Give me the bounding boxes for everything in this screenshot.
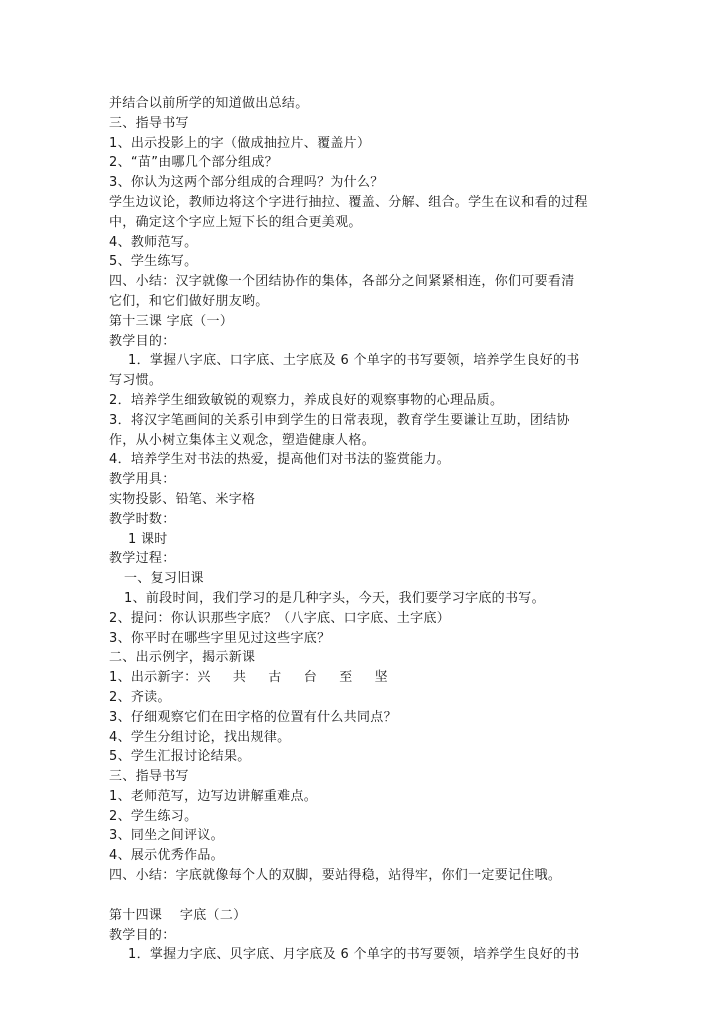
section-heading: 教学过程： bbox=[109, 551, 176, 567]
text-line: 学生边议论，教师边将这个字进行抽拉、覆盖、分解、组合。学生在议和看的过程 bbox=[109, 194, 588, 210]
text-line: 4、教师范写。 bbox=[109, 234, 198, 250]
text-line: 4、学生分组讨论，找出规律。 bbox=[109, 729, 291, 745]
text-line: 写习惯。 bbox=[109, 373, 163, 389]
text-line: 3、你平时在哪些字里见过这些字底？ bbox=[109, 630, 331, 646]
section-heading: 三、指导书写 bbox=[109, 115, 189, 131]
lesson-title: 第十三课 字底（一） bbox=[109, 313, 234, 329]
text-line: 1、老师范写，边写边讲解重难点。 bbox=[109, 788, 318, 804]
text-line: 2、齐读。 bbox=[109, 689, 171, 705]
text-line: 3．将汉字笔画间的关系引申到学生的日常表现，教育学生要谦让互助，团结协 bbox=[109, 412, 570, 428]
section-heading: 教学时数： bbox=[109, 511, 176, 527]
text-line: 1．掌握力字底、贝字底、月字底及 6 个单字的书写要领，培养学生良好的书 bbox=[128, 947, 580, 963]
text-line: 并结合以前所学的知道做出总结。 bbox=[109, 96, 309, 111]
text-line: 1 课时 bbox=[128, 531, 168, 547]
text-line: 1．掌握八字底、口字底、土字底及 6 个单字的书写要领，培养学生良好的书 bbox=[128, 353, 580, 369]
text-line: 4．培养学生对书法的热爱，提高他们对书法的鉴赏能力。 bbox=[109, 452, 451, 468]
section-heading: 教学目的： bbox=[109, 927, 176, 943]
text-line: 1、出示新字：兴 共 古 台 至 坚 bbox=[109, 670, 388, 686]
text-line: 3、仔细观察它们在田字格的位置有什么共同点？ bbox=[109, 709, 397, 725]
lesson-title: 第十四课 字底（二） bbox=[109, 907, 247, 923]
text-line: 2、学生练习。 bbox=[109, 808, 198, 824]
text-line: 5、学生练写。 bbox=[109, 254, 198, 270]
text-line: 3、你认为这两个部分组成的合理吗？为什么？ bbox=[109, 175, 384, 191]
text-line: 2．培养学生细致敏锐的观察力，养成良好的观察事物的心理品质。 bbox=[109, 392, 504, 408]
section-heading: 一、复习旧课 bbox=[124, 571, 204, 587]
text-line: 它们，和它们做好朋友哟。 bbox=[109, 293, 269, 309]
section-heading: 教学目的： bbox=[109, 333, 176, 349]
text-line: 实物投影、铅笔、米字格 bbox=[109, 491, 256, 507]
section-heading: 三、指导书写 bbox=[109, 769, 189, 785]
text-line: 中，确定这个字应上短下长的组合更美观。 bbox=[109, 214, 362, 230]
text-line: 四、小结：汉字就像一个团结协作的集体，各部分之间紧紧相连，你们可要看清 bbox=[109, 274, 575, 290]
text-line: 2、提问：你认识那些字底？（八字底、口字底、土字底） bbox=[109, 610, 451, 626]
text-line: 作，从小树立集体主义观念，塑造健康人格。 bbox=[109, 432, 376, 448]
text-line: 3、同坐之间评议。 bbox=[109, 828, 224, 844]
section-heading: 教学用具： bbox=[109, 472, 176, 488]
document-body bbox=[109, 94, 621, 965]
text-line: 4、展示优秀作品。 bbox=[109, 848, 224, 864]
text-line: 1、前段时间，我们学习的是几种字头，今天，我们要学习字底的书写。 bbox=[124, 590, 545, 606]
text-line: 四、小结：字底就像每个人的双脚，要站得稳，站得牢，你们一定要记住哦。 bbox=[109, 868, 562, 884]
section-heading: 二、出示例字，揭示新课 bbox=[109, 650, 256, 666]
text-line: 5、学生汇报讨论结果。 bbox=[109, 749, 251, 765]
text-line: 1、出示投影上的字（做成抽拉片、覆盖片） bbox=[109, 135, 371, 151]
text-line: 2、“苗”由哪几个部分组成？ bbox=[109, 155, 278, 171]
